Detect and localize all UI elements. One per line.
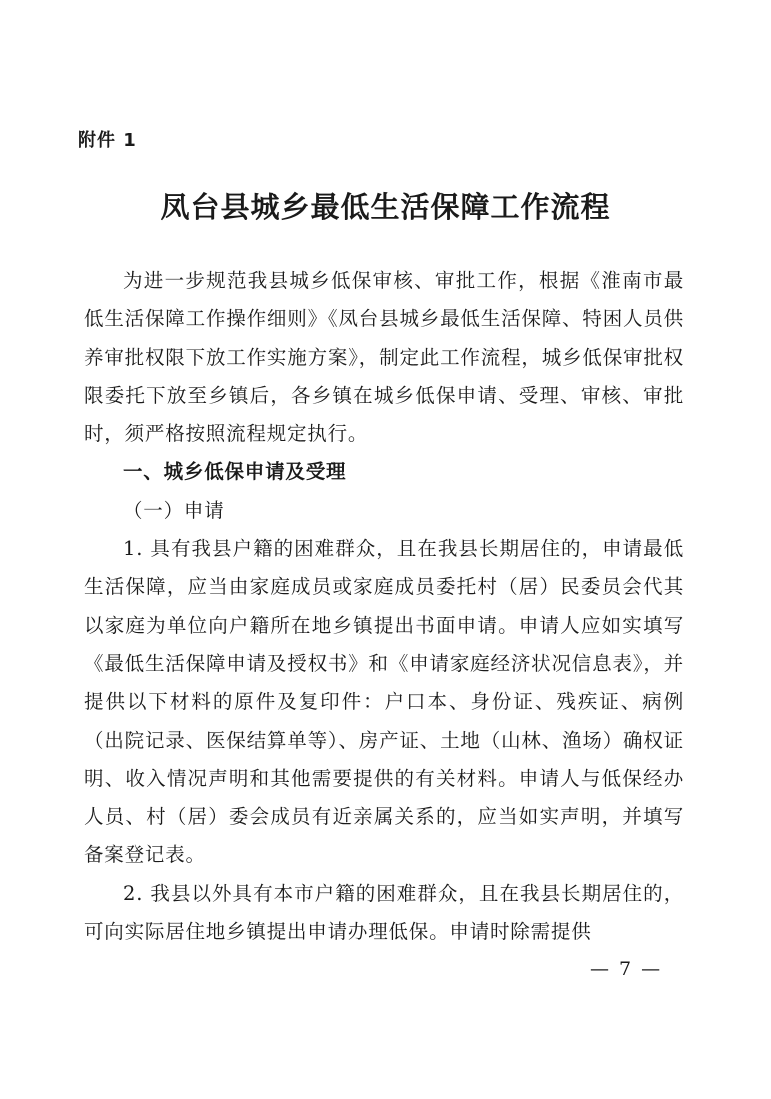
document-title: 凤台县城乡最低生活保障工作流程: [160, 190, 611, 224]
item-paragraph-1: 1. 具有我县户籍的困难群众，且在我县长期居住的，申请最低生活保障，应当由家庭成员或家庭成员委托村（居）民委员会代其以家庭为单位向户籍所在地乡镇提出书面申请。申请人应如实填写《最低生活保障申请及授权书》和《申请家庭经济状况信息表》，并提供以下材料的原件及复印件：户口本、身份证、残疾证、病例（出院记录、医保结算单等）、房产证、土地（山林、渔场）确权证明、收入情况声明和其他需要提供的有关材料。申请人与低保经办人员、村（居）委会成员有近亲属关系的，应当如实声明，并填写备案登记表。: [84, 537, 684, 867]
document-body: [84, 262, 684, 951]
subsection-heading: （一）申请: [123, 498, 225, 522]
page-number: — 7 —: [590, 958, 663, 980]
annex-label: 附件 1: [78, 130, 137, 151]
section-heading: 一、城乡低保申请及受理: [123, 460, 347, 484]
intro-paragraph: 为进一步规范我县城乡低保审核、审批工作，根据《淮南市最低生活保障工作操作细则》《凤台县城乡最低生活保障、特困人员供养审批权限下放工作实施方案》，制定此工作流程，城乡低保审批权限委托下放至乡镇后，各乡镇在城乡低保申请、受理、审核、审批时，须严格按照流程规定执行。: [84, 269, 684, 446]
item-paragraph-2: 2. 我县以外具有本市户籍的困难群众，且在我县长期居住的，可向实际居住地乡镇提出申请办理低保。申请时除需提供: [84, 881, 684, 944]
